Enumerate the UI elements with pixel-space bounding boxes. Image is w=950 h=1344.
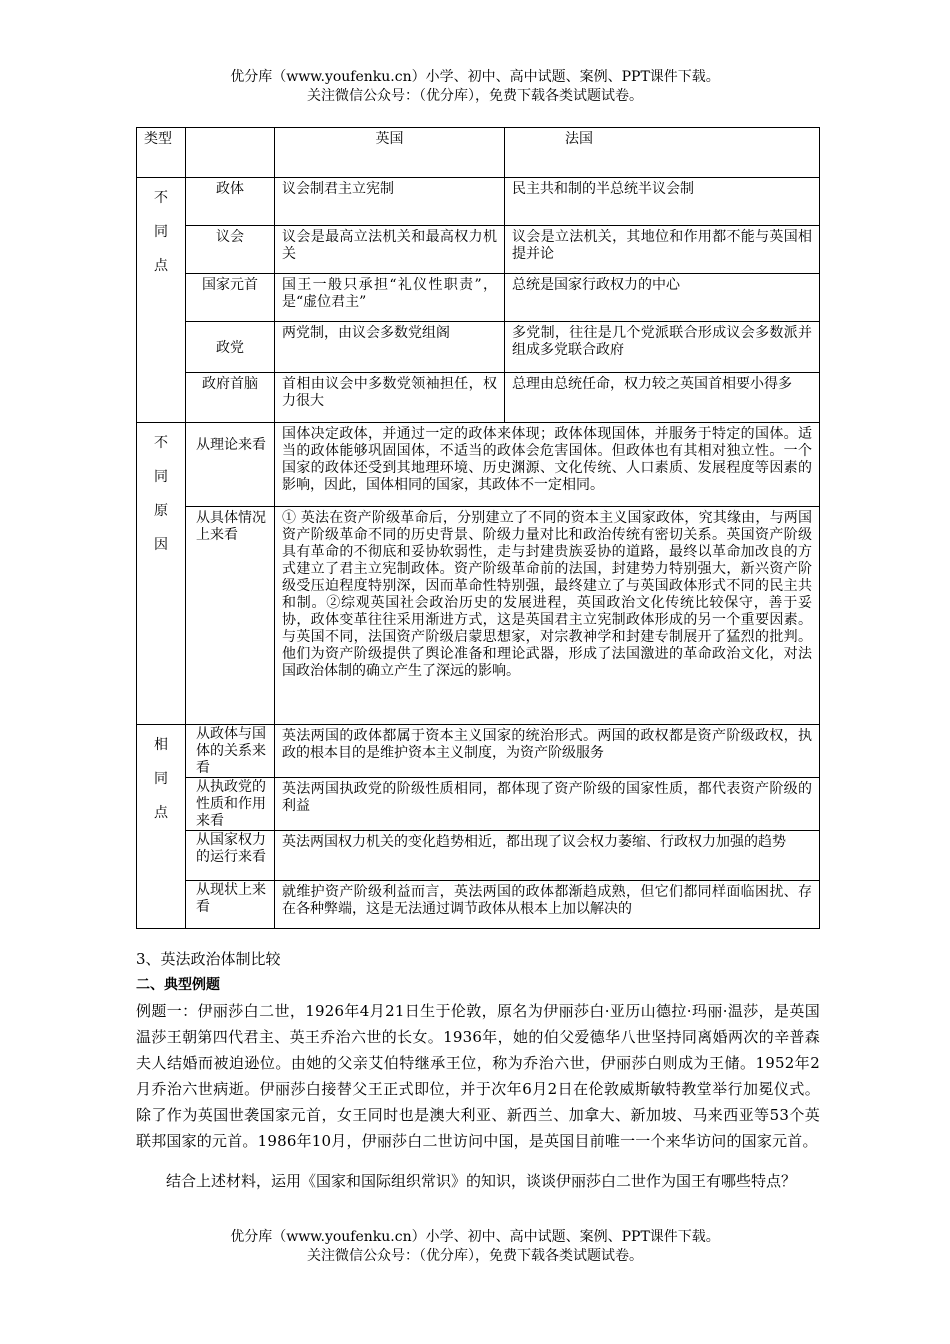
table-row: [137, 778, 820, 831]
dimension-cell: 政体: [186, 178, 275, 226]
dimension-cell: 从政体与国体的关系来看: [186, 725, 275, 778]
header-uk: 英国: [275, 128, 505, 178]
table-header-row: [137, 128, 820, 178]
example-paragraph: 例题一：伊丽莎白二世，1926年4月21日生于伦敦，原名为伊丽莎白·亚历山德拉·玛丽·温莎，是英国温莎王朝第四代君主、英王乔治六世的长女。1936年，她的伯父爱德华八世坚持同离婚两次的辛普森夫人结婚而被迫逊位。由她的父亲艾伯特继承王位，称为乔治六世，伊丽莎白则成为王储。1952年2月乔治六世病逝。伊丽莎白接替父王正式即位，并于次年6月2日在伦敦威斯敏特教堂举行加冕仪式。除了作为英国世袭国家元首，女王同时也是澳大利亚、新西兰、加拿大、新加坡、马来西亚等53个英联邦国家的元首。1986年10月，伊丽莎白二世访问中国，是英国目前唯一一个来华访问的国家元首。: [136, 1002, 820, 1150]
table-row: [137, 507, 820, 725]
table-row: [137, 373, 820, 423]
header-type: 类型: [137, 128, 186, 178]
uk-cell: 首相由议会中多数党领袖担任，权力很大: [275, 373, 505, 423]
fr-cell: 议会是立法机关，其地位和作用都不能与英国相提并论: [505, 226, 820, 274]
dimension-cell: 政府首脑: [186, 373, 275, 423]
header-line-1: 优分库（www.youfenku.cn）小学、初中、高中试题、案例、PPT课件下载。: [230, 69, 720, 85]
header-line-2: 关注微信公众号：（优分库），免费下载各类试题试卷。: [307, 88, 643, 104]
similarity-text-cell: 英法两国权力机关的变化趋势相近，都出现了议会权力萎缩、行政权力加强的趋势: [275, 831, 820, 881]
table-row: [137, 725, 820, 778]
table-row: [137, 226, 820, 274]
fr-cell: 民主共和制的半总统半议会制: [505, 178, 820, 226]
dimension-cell: 从国家权力的运行来看: [186, 831, 275, 881]
table-row: [137, 881, 820, 929]
header-blank: [186, 128, 275, 178]
fr-cell: 总统是国家行政权力的中心: [505, 274, 820, 322]
similarity-text-cell: 就维护资产阶级利益而言，英法两国的政体都渐趋成熟，但它们都同样面临困扰、存在各种弊端，这是无法通过调节政体从根本上加以解决的: [275, 881, 820, 929]
table-row: [137, 831, 820, 881]
dimension-cell: 国家元首: [186, 274, 275, 322]
footer-line-1: 优分库（www.youfenku.cn）小学、初中、高中试题、案例、PPT课件下载。: [230, 1229, 720, 1245]
uk-cell: 两党制，由议会多数党组阁: [275, 322, 505, 373]
uk-cell: 议会是最高立法机关和最高权力机关: [275, 226, 505, 274]
dimension-cell: 从执政党的性质和作用来看: [186, 778, 275, 831]
fr-cell: 多党制，往往是几个党派联合形成议会多数派并组成多党联合政府: [505, 322, 820, 373]
footer-line-2: 关注微信公众号：（优分库），免费下载各类试题试卷。: [307, 1248, 643, 1264]
category-differences: 不同点: [137, 178, 186, 423]
table-row: [137, 178, 820, 226]
dimension-cell: 从具体情况上来看: [186, 507, 275, 725]
dimension-cell: 政党: [186, 322, 275, 373]
dimension-cell: 从理论来看: [186, 423, 275, 507]
uk-cell: 议会制君主立宪制: [275, 178, 505, 226]
reason-text-cell: ① 英法在资产阶级革命后，分别建立了不同的资本主义国家政体，究其缘由，与两国资产阶级革命不同的历史背景、阶级力量对比和政治传统有密切关系。英国资产阶级具有革命的不彻底和妥协软弱性，走与封建贵族妥协的道路，最终以革命加改良的方式建立了君主立宪制政体。资产阶级革命前的法国，封建势力特别强大，新兴资产阶级受压迫程度特别深，因而革命性特别强，最终建立了与英国政体形式不同的民主共和制。②综观英国社会政治历史的发展进程，英国政治文化传统比较保守，善于妥协，政体变革往往采用渐进方式，这是英国君主立宪制政体形成的另一个重要因素。与英国不同，法国资产阶级启蒙思想家，对宗教神学和封建专制展开了猛烈的批判。他们为资产阶级提供了舆论准备和理论武器，形成了法国激进的革命政治文化，对法国政治体制的确立产生了深远的影响。: [275, 507, 820, 725]
table-row: [137, 322, 820, 373]
category-reasons: 不同原因: [137, 423, 186, 725]
dimension-cell: 从现状上来看: [186, 881, 275, 929]
similarity-text-cell: 英法两国的政体都属于资本主义国家的统治形式。两国的政权都是资产阶级政权，执政的根本目的是维护资本主义制度，为资产阶级服务: [275, 725, 820, 778]
dimension-cell: 议会: [186, 226, 275, 274]
section-heading: 二、典型例题: [136, 977, 220, 993]
similarity-text-cell: 英法两国执政党的阶级性质相同，都体现了资产阶级的国家性质，都代表资产阶级的利益: [275, 778, 820, 831]
page-header: [0, 68, 950, 106]
table-row: [137, 423, 820, 507]
uk-cell: 国王一般只承担“礼仪性职责”，是“虚位君主”: [275, 274, 505, 322]
header-fr: 法国: [505, 128, 820, 178]
comparison-table: [136, 127, 820, 929]
table-row: [137, 274, 820, 322]
page-footer: [0, 1228, 950, 1266]
category-similarities: 相同点: [137, 725, 186, 929]
fr-cell: 总理由总统任命，权力较之英国首相要小得多: [505, 373, 820, 423]
question-paragraph: 结合上述材料，运用《国家和国际组织常识》的知识，谈谈伊丽莎白二世作为国王有哪些特点？: [166, 1172, 797, 1190]
reason-text-cell: 国体决定政体，并通过一定的政体来体现；政体体现国体，并服务于特定的国体。适当的政体能够巩固国体，不适当的政体会危害国体。但政体也有其相对独立性。一个国家的政体还受到其地理环境、历史渊源、文化传统、人口素质、发展程度等因素的影响，因此，国体相同的国家，其政体不一定相同。: [275, 423, 820, 507]
section-line: 3、英法政治体制比较: [136, 950, 281, 968]
